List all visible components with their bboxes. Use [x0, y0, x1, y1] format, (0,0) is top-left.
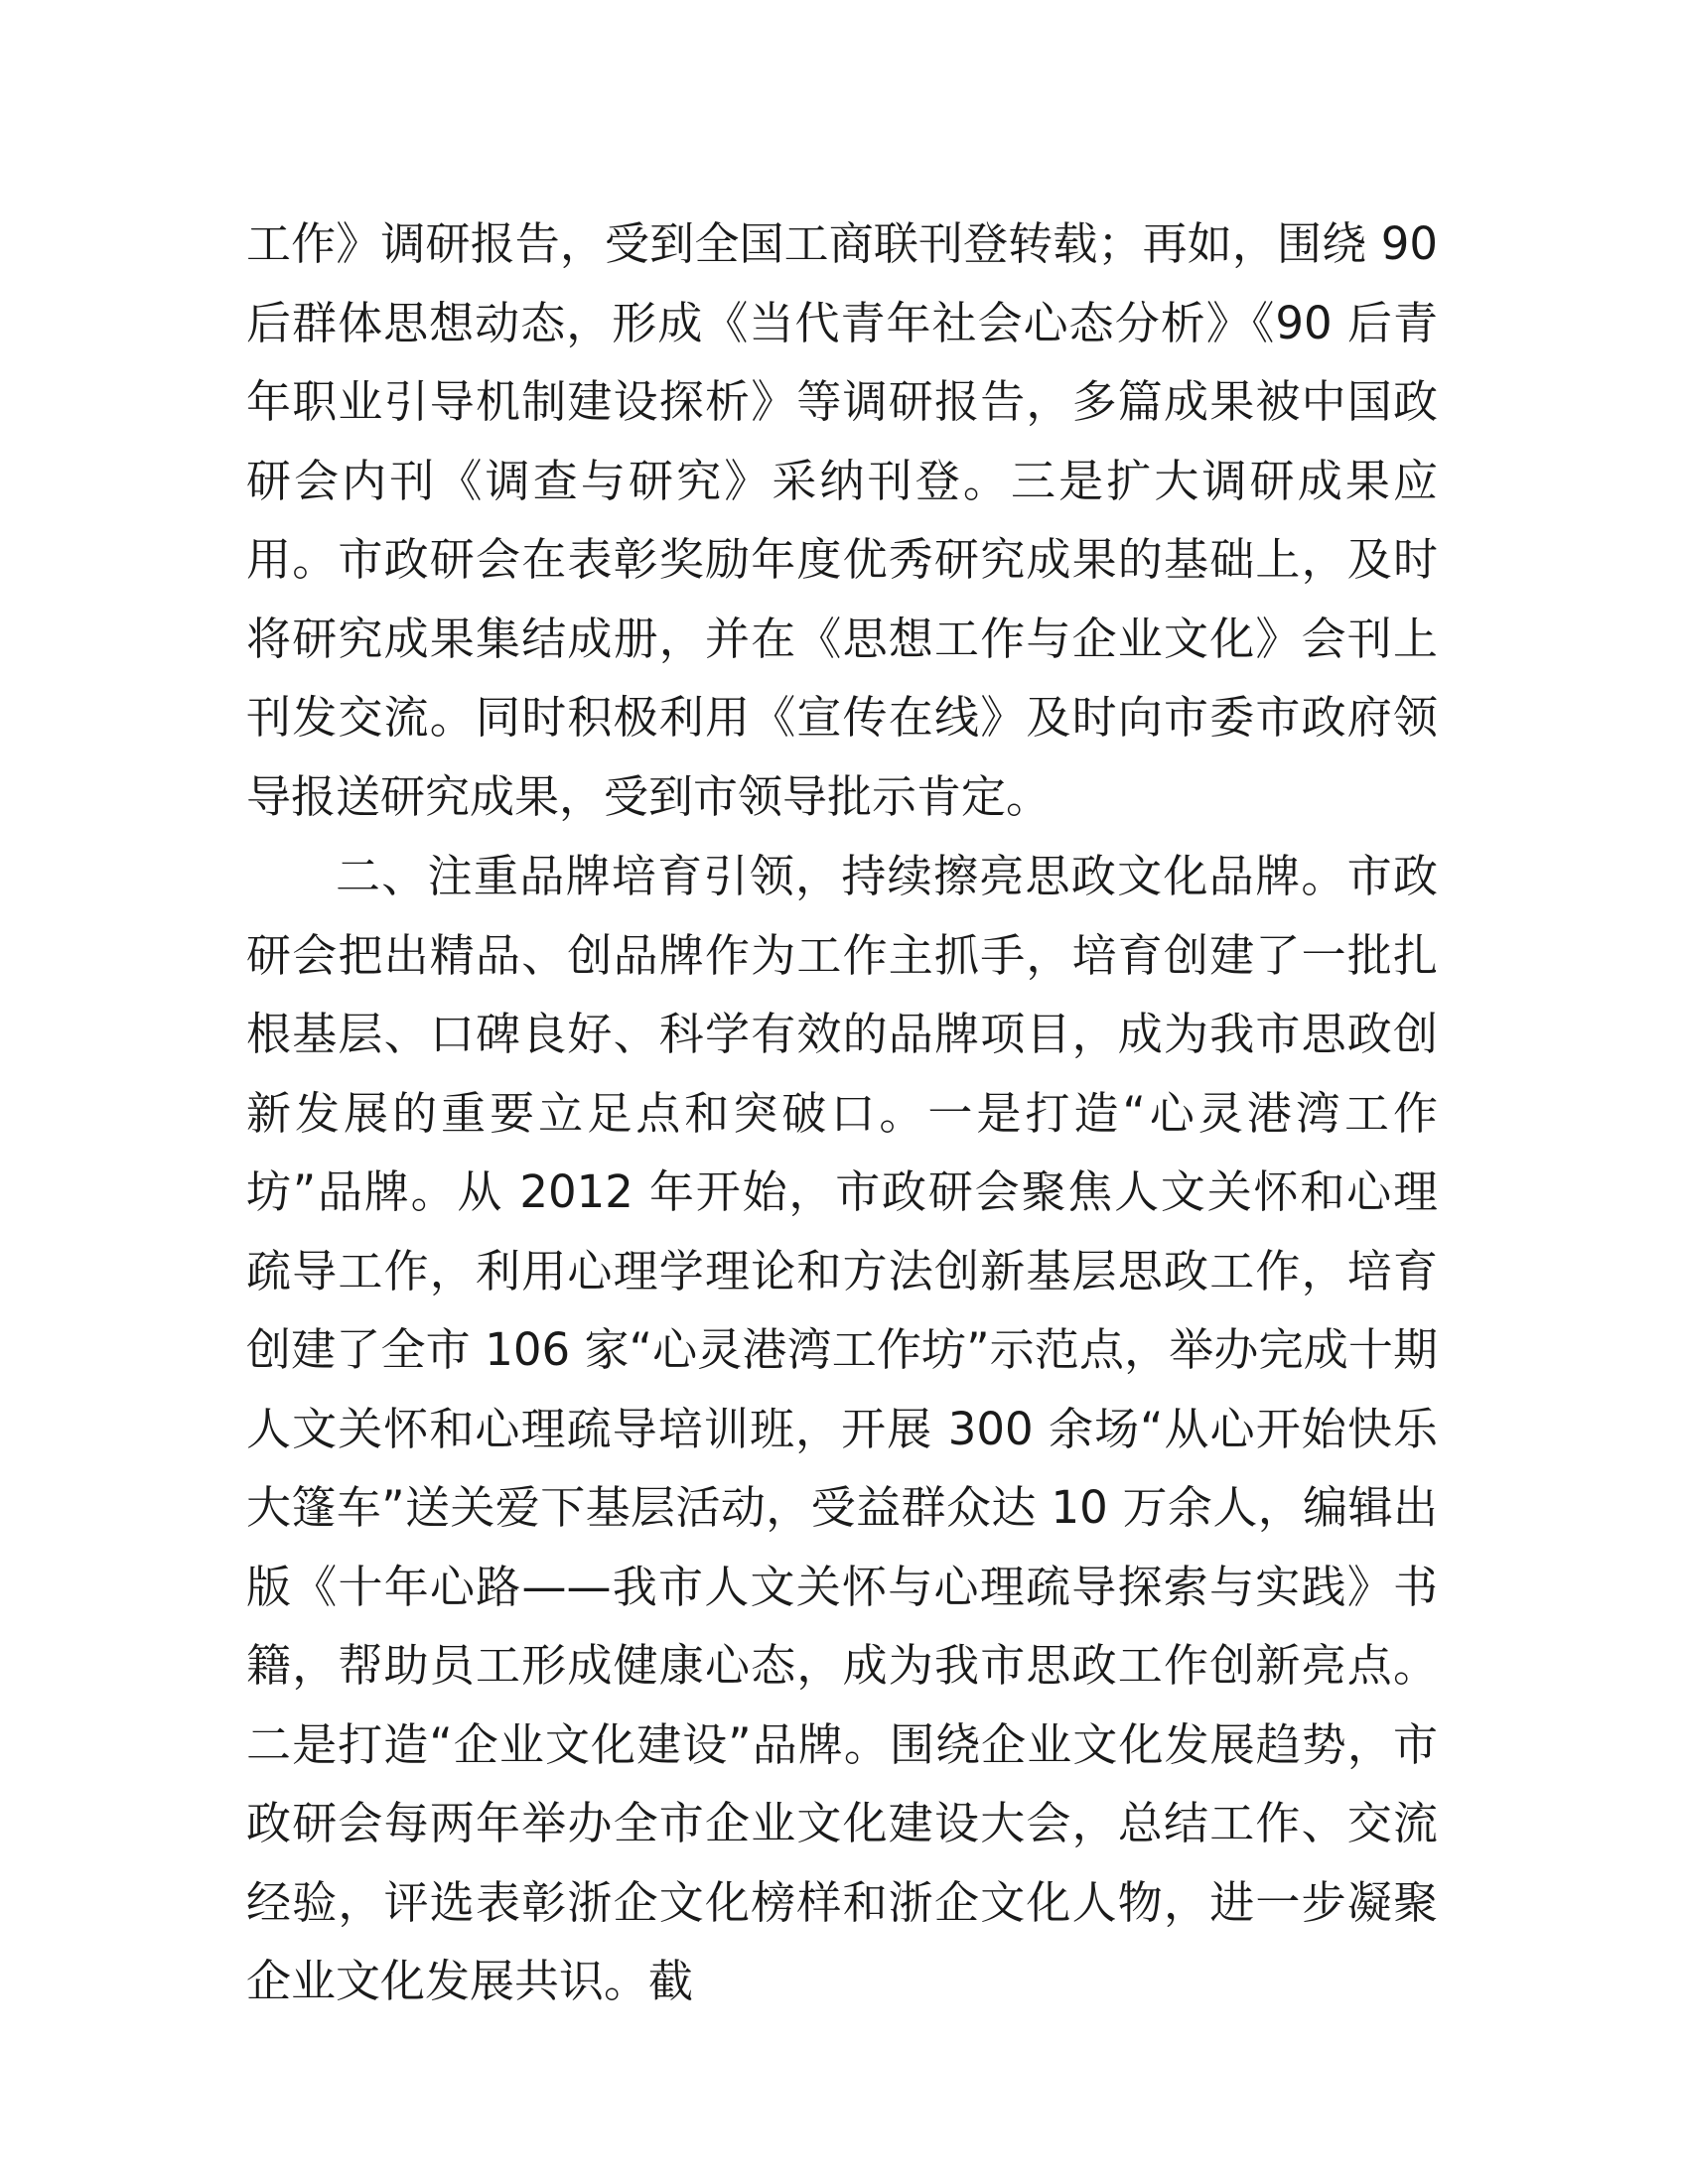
paragraph-research-results: 工作》调研报告，受到全国工商联刊登转载；再如，围绕 90 后群体思想动态，形成《当代青年社会心态分析》《90 后青年职业引导机制建设探析》等调研报告，多篇成果被中国政研会内刊《调查与研究》采纳刊登。三是扩大调研成果应用。市政研会在表彰奖励年度优秀研究成果的基础上，及时将研究成果集结成册，并在《思想工作与企业文化》会刊上刊发交流。同时积极利用《宣传在线》及时向市委市政府领导报送研究成果，受到市领导批示肯定。: [246, 217, 1438, 823]
paragraph-brand-cultivation: 二、注重品牌培育引领，持续擦亮思政文化品牌。市政研会把出精品、创品牌作为工作主抓手，培育创建了一批扎根基层、口碑良好、科学有效的品牌项目，成为我市思政创新发展的重要立足点和突破口。一是打造“心灵港湾工作坊”品牌。从 2012 年开始，市政研会聚焦人文关怀和心理疏导工作，利用心理学理论和方法创新基层思政工作，培育创建了全市 106 家“心灵港湾工作坊”示范点，举办完成十期人文关怀和心理疏导培训班，开展 300 余场“从心开始快乐大篷车”送关爱下基层活动，受益群众达 10 万余人，编辑出版《十年心路——我市人文关怀与心理疏导探索与实践》书籍，帮助员工形成健康心态，成为我市思政工作创新亮点。二是打造“企业文化建设”品牌。围绕企业文化发展趋势，市政研会每两年举办全市企业文化建设大会，总结工作、交流经验，评选表彰浙企文化榜样和浙企文化人物，进一步凝聚企业文化发展共识。截: [246, 850, 1438, 2007]
